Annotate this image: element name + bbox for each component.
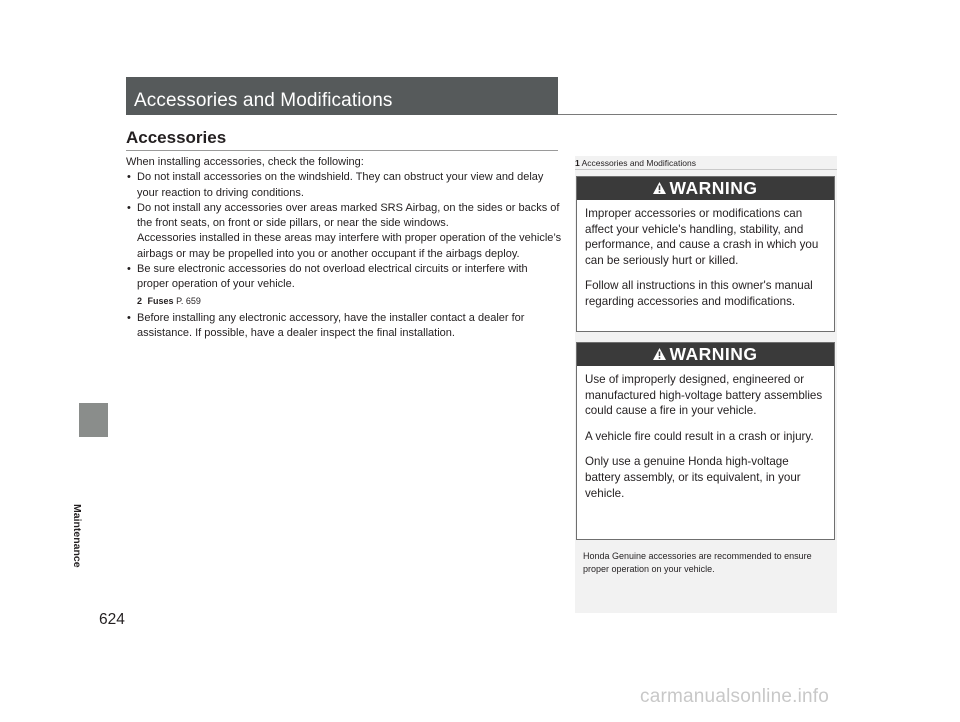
title-rule [558,114,837,115]
warning-header [577,343,834,366]
bullet-dot: • [127,201,131,214]
bullet-item [126,170,562,201]
sidebar-marker-icon: 1 [575,158,580,168]
warning-paragraph: Only use a genuine Honda high-voltage battery assembly, or its equivalent, in your vehicle. [585,455,801,500]
bullet-item [126,311,562,342]
bullet-dot: • [127,263,131,276]
section-heading: Accessories [126,128,227,147]
bullet-text: Do not install accessories on the windshield. They can obstruct your view and delay your reaction to driving conditions. [137,171,544,199]
warning-box [576,176,835,332]
warning-triangle-icon [653,182,666,194]
bullet-text: Be sure electronic accessories do not overload electrical circuits or interfere with proper operation of your vehicle. [137,263,528,291]
warning-box [576,342,835,540]
warning-paragraph: Follow all instructions in this owner's manual regarding accessories and modifications. [585,279,813,308]
bullet-text: Before installing any electronic accessory, have the installer contact a dealer for assistance. If possible, have a dealer inspect the final installation. [137,311,525,339]
xref-arrow-icon: 2 [137,295,143,306]
warning-paragraph: A vehicle fire could result in a crash or injury. [585,429,814,443]
chapter-tab [79,403,108,437]
bullet-item [126,262,562,293]
warning-paragraph: Use of improperly designed, engineered or manufactured high-voltage battery assemblies could cause a fire in your vehicle. [585,373,823,418]
page-title: Accessories and Modifications [126,77,558,115]
warning-body [577,366,834,501]
intro-text: When installing accessories, check the following: [126,156,364,168]
warning-title: WARNING [669,344,758,364]
sidebar-header [575,156,837,170]
bullet-item [126,201,562,262]
warning-paragraph: Improper accessories or modifications can affect your vehicle's handling, stability, and performance, and cause a crash in which you can be seriously hurt or killed. [585,207,819,267]
warning-body [577,200,834,310]
sidebar-header-label: Accessories and Modifications [581,158,696,168]
cross-reference[interactable] [126,294,562,308]
bullet-text: Do not install any accessories over areas marked SRS Airbag, on the sides or backs of the front seats, on front or side pillars, or near the side windows. [137,201,560,230]
watermark: carmanualsonline.info [640,686,830,707]
page-number: 624 [99,611,125,628]
bullet-dot: • [127,311,131,324]
sidebar-note: Honda Genuine accessories are recommended to ensure proper operation on your vehicle. [583,551,812,574]
bullet-dot: • [127,171,131,184]
chapter-label: Maintenance [71,504,83,568]
section-rule [126,150,558,151]
warning-triangle-icon [653,348,666,360]
main-content [126,155,562,341]
bullet-text-continued: Accessories installed in these areas may interfere with proper operation of the vehicle’s airbags or may be propelled into you or another occupant if the airbags deploy. [137,232,562,260]
xref-link-label[interactable]: Fuses [147,295,174,306]
warning-title: WARNING [669,178,758,198]
warning-header [577,177,834,200]
sidebar-notes [575,156,837,613]
xref-page: P. 659 [176,295,201,306]
